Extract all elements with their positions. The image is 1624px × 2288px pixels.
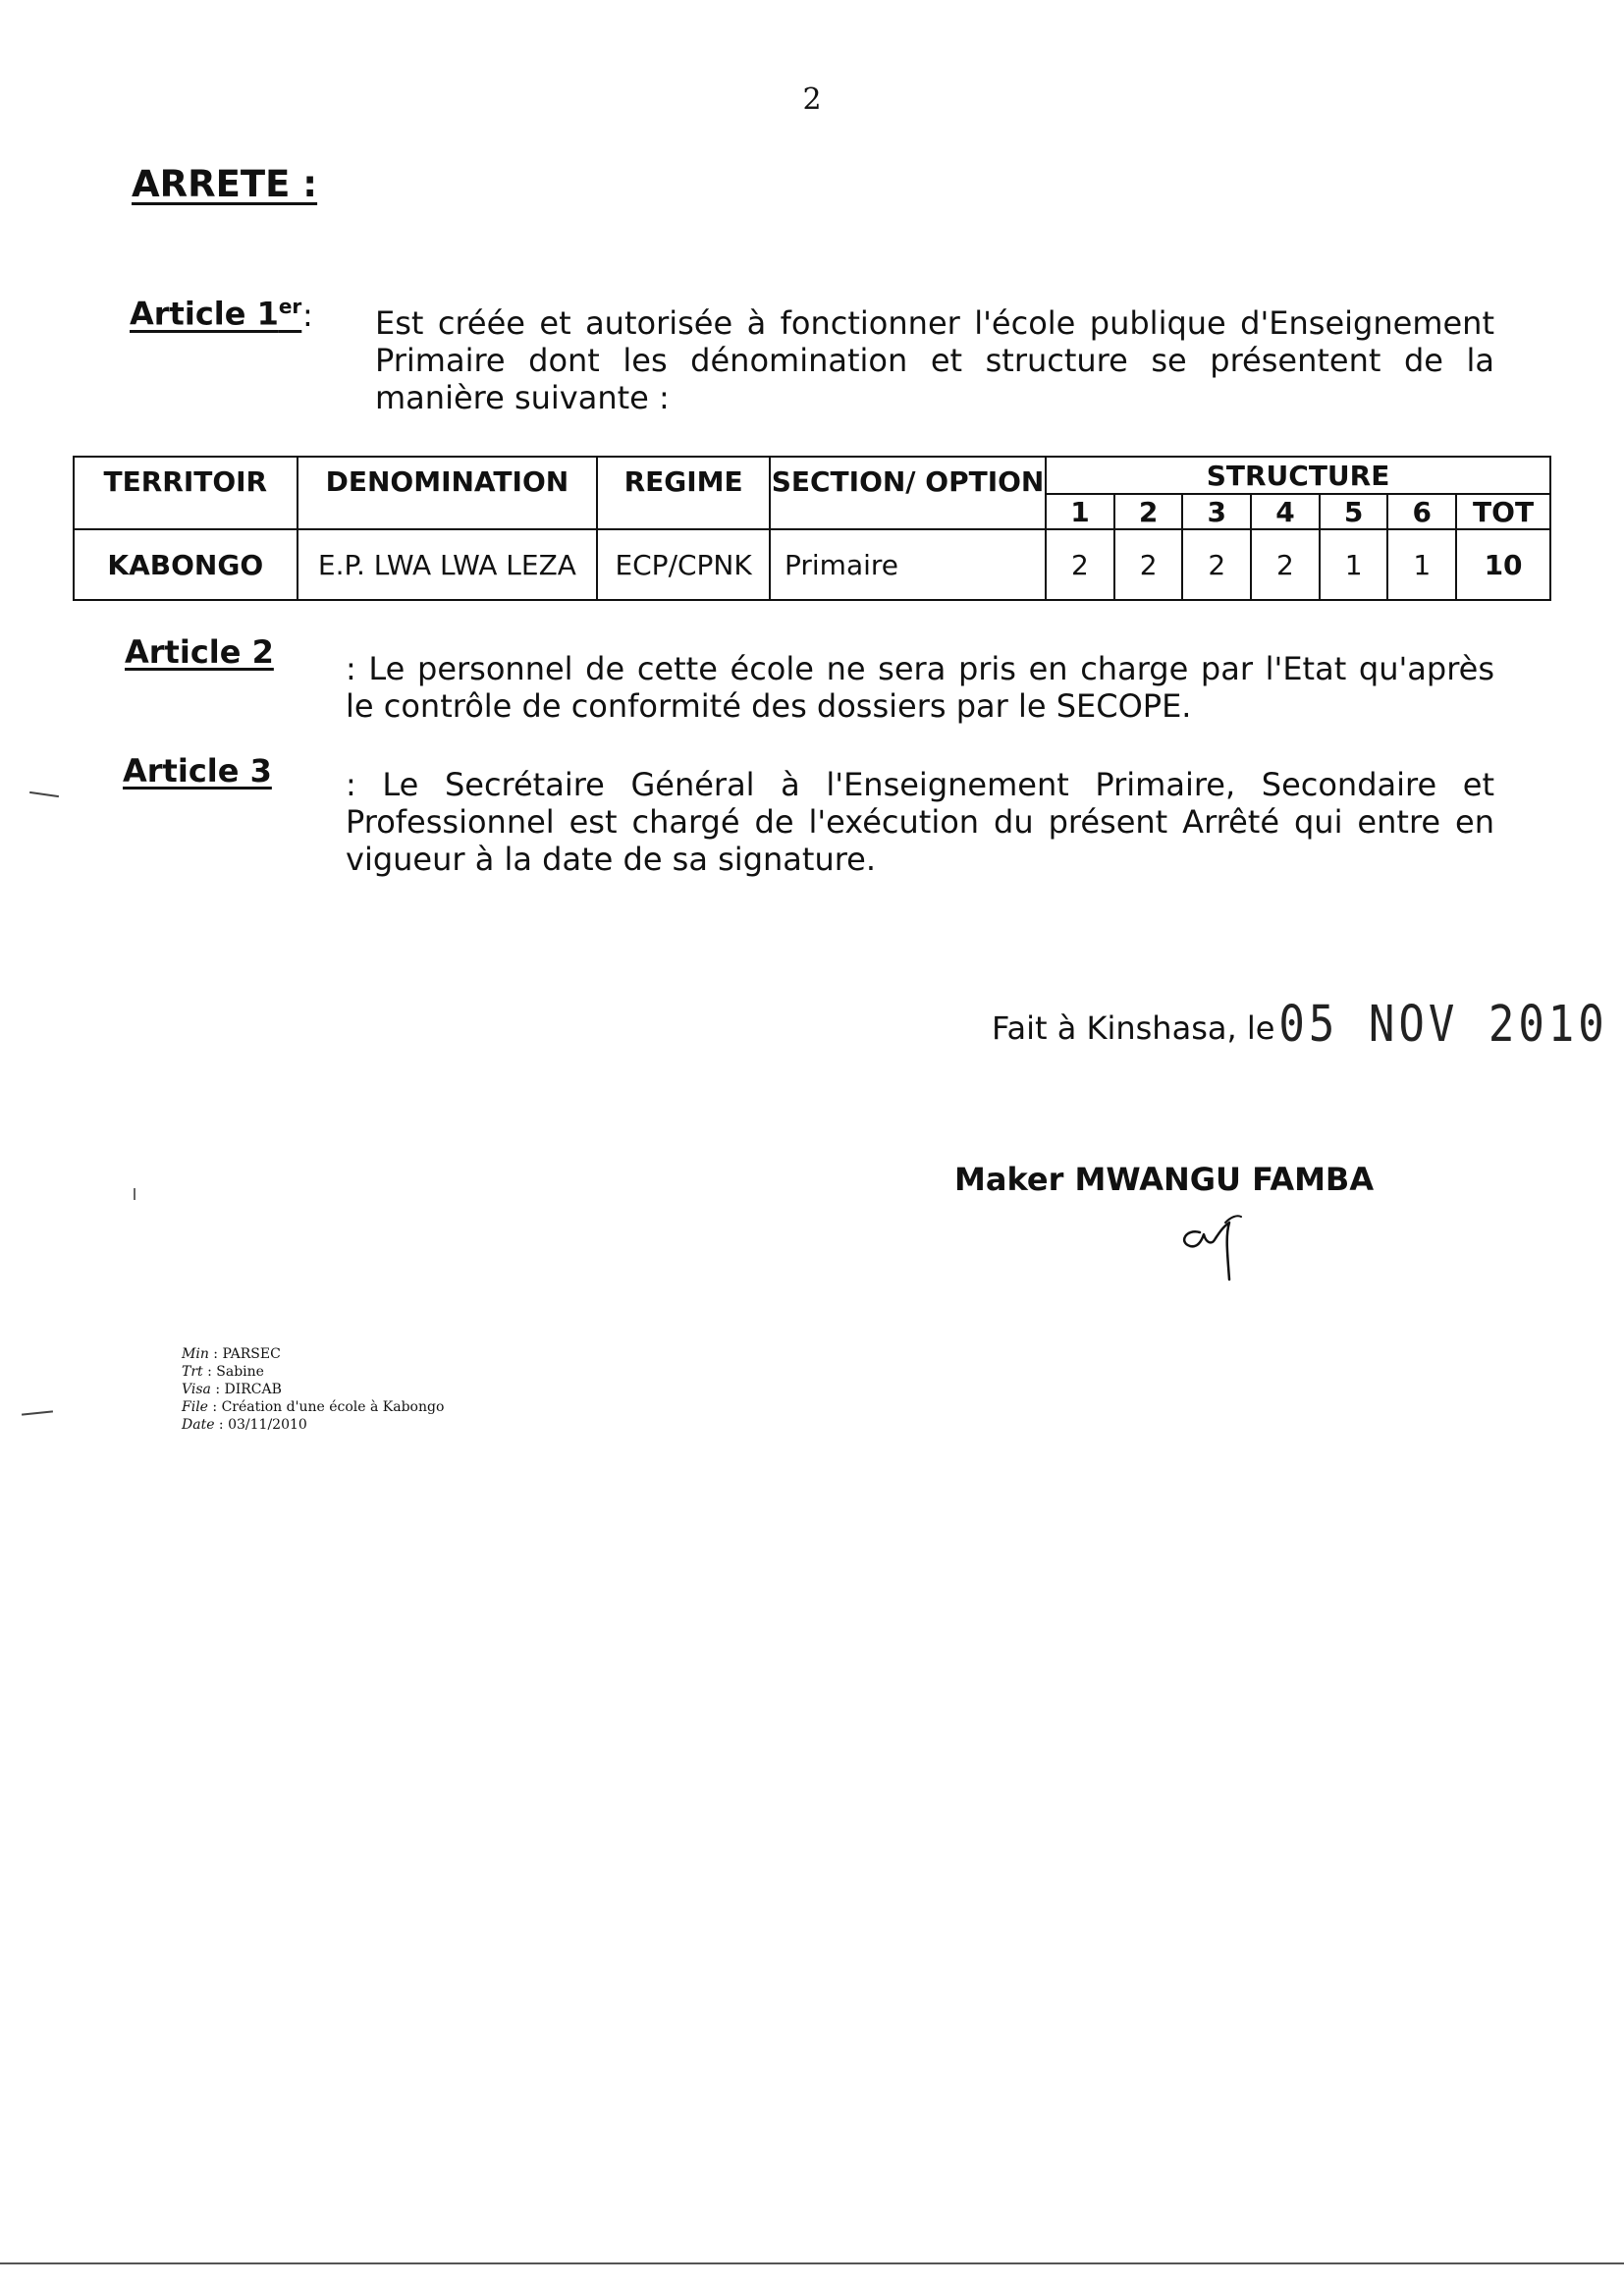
table-row bbox=[74, 529, 1550, 600]
margin-mark bbox=[134, 1188, 135, 1200]
cell-denomination: E.P. LWA LWA LEZA bbox=[298, 529, 598, 600]
cell-regime: ECP/CPNK bbox=[597, 529, 770, 600]
footer-line-min: Min : PARSEC bbox=[182, 1346, 281, 1362]
margin-mark bbox=[22, 1410, 53, 1415]
header-section-option: SECTION/ OPTION bbox=[770, 457, 1046, 529]
header-level-1: 1 bbox=[1046, 494, 1114, 529]
cell-level-1: 2 bbox=[1046, 529, 1114, 600]
article-1-text: Est créée et autorisée à fonctionner l'école publique d'Enseignement Primaire dont les dénomination et structure se présentent de la manière suivante : bbox=[375, 304, 1494, 416]
document-heading: ARRETE : bbox=[132, 163, 318, 205]
article-2-text: : Le personnel de cette école ne sera pris en charge par l'Etat qu'après le contrôle de conformité des dossiers par le SECOPE. bbox=[346, 650, 1494, 725]
footer-line-file: File : Création d'une école à Kabongo bbox=[182, 1399, 445, 1415]
cell-section: Primaire bbox=[770, 529, 1046, 600]
article-1-label-text: Article 1 bbox=[130, 295, 279, 333]
header-level-4: 4 bbox=[1251, 494, 1320, 529]
header-denomination: DENOMINATION bbox=[298, 457, 598, 529]
article-1-label bbox=[130, 295, 301, 333]
header-structure: STRUCTURE bbox=[1046, 457, 1550, 494]
article-3-label: Article 3 bbox=[123, 752, 272, 790]
school-structure-table bbox=[73, 456, 1551, 601]
footer-line-date: Date : 03/11/2010 bbox=[182, 1417, 307, 1433]
header-level-3: 3 bbox=[1182, 494, 1251, 529]
signatory-name: Maker MWANGU FAMBA bbox=[954, 1161, 1375, 1198]
header-regime: REGIME bbox=[597, 457, 770, 529]
place-date-text: Fait à Kinshasa, le bbox=[992, 1009, 1275, 1047]
header-total: TOT bbox=[1456, 494, 1550, 529]
date-stamp: 05 NOV 2010 bbox=[1278, 996, 1608, 1054]
article-3-text: : Le Secrétaire Général à l'Enseignement Primaire, Secondaire et Professionnel est chargé de l'exécution du présent Arrêté qui entre en vigueur à la date de sa signature. bbox=[346, 766, 1494, 878]
handwritten-signature bbox=[1168, 1203, 1276, 1291]
bottom-edge-line bbox=[0, 2262, 1624, 2264]
cell-total: 10 bbox=[1456, 529, 1550, 600]
header-level-6: 6 bbox=[1387, 494, 1456, 529]
cell-level-6: 1 bbox=[1387, 529, 1456, 600]
article-1-colon: : bbox=[302, 297, 313, 334]
header-level-2: 2 bbox=[1114, 494, 1183, 529]
cell-level-4: 2 bbox=[1251, 529, 1320, 600]
article-2-label: Article 2 bbox=[125, 633, 274, 671]
cell-territoire: KABONGO bbox=[74, 529, 298, 600]
header-territoire: TERRITOIR bbox=[74, 457, 298, 529]
header-level-5: 5 bbox=[1320, 494, 1388, 529]
cell-level-3: 2 bbox=[1182, 529, 1251, 600]
margin-mark bbox=[29, 791, 59, 797]
article-1-superscript: er bbox=[278, 295, 302, 318]
cell-level-2: 2 bbox=[1114, 529, 1183, 600]
footer-line-visa: Visa : DIRCAB bbox=[182, 1382, 282, 1397]
routing-footer bbox=[182, 1345, 444, 1434]
cell-level-5: 1 bbox=[1320, 529, 1388, 600]
footer-line-trt: Trt : Sabine bbox=[182, 1364, 264, 1380]
place-date-line bbox=[992, 996, 1608, 1054]
page-number: 2 bbox=[802, 82, 822, 117]
